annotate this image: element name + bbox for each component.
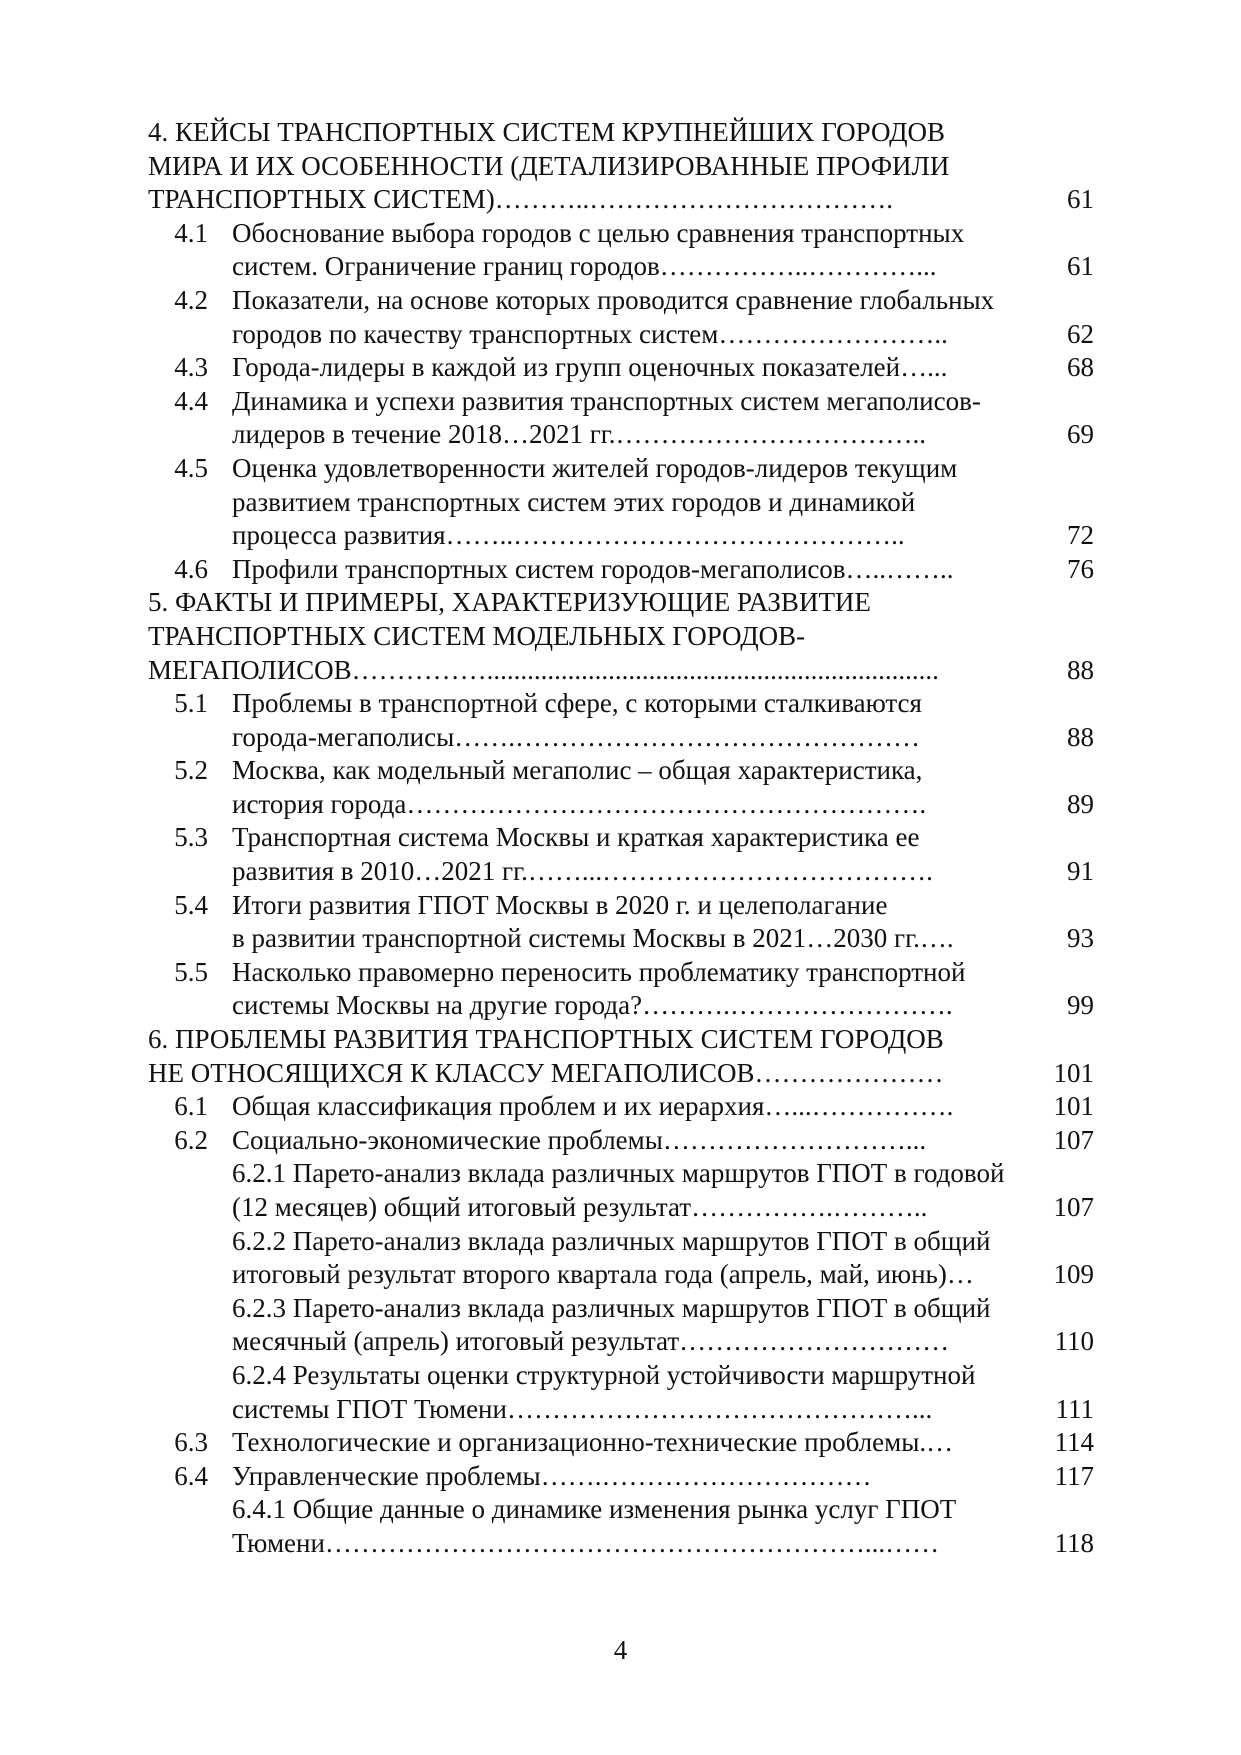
toc-entry-4-1 bbox=[148, 217, 1094, 284]
toc-entry-number: 6.4 bbox=[174, 1460, 208, 1491]
toc-entry-text: 6.2.4 Результаты оценки структурной устойчивости маршрутной системы ГПОТ Тюмени………………………………………... bbox=[232, 1359, 976, 1424]
toc-entry-4-2 bbox=[148, 284, 1094, 351]
table-of-contents bbox=[148, 116, 1094, 1561]
toc-entry-page: 109 bbox=[1053, 1259, 1094, 1290]
toc-entry-page: 91 bbox=[1067, 856, 1094, 887]
toc-entry-text: 5. ФАКТЫ И ПРИМЕРЫ, ХАРАКТЕРИЗУЮЩИЕ РАЗВИТИЕ ТРАНСПОРТНЫХ СИСТЕМ МОДЕЛЬНЫХ ГОРОДОВ- МЕГАПОЛИСОВ……………................................................................... bbox=[148, 587, 939, 685]
toc-entry-page: 99 bbox=[1067, 990, 1094, 1021]
toc-entry-number: 4.6 bbox=[174, 553, 208, 584]
toc-entry-number bbox=[148, 1157, 232, 1224]
toc-entry-page: 117 bbox=[1054, 1460, 1094, 1491]
toc-entry-page: 107 bbox=[1053, 1192, 1094, 1222]
toc-entry-text: Общая классификация проблем и их иерархия…...……………. bbox=[232, 1091, 954, 1122]
toc-entry-number bbox=[148, 1359, 232, 1426]
toc-entry-text: 4. КЕЙСЫ ТРАНСПОРТНЫХ СИСТЕМ КРУПНЕЙШИХ ГОРОДОВ МИРА И ИХ ОСОБЕННОСТИ (ДЕТАЛИЗИРОВАННЫЕ ПРОФИЛИ ТРАНСПОРТНЫХ СИСТЕМ)………..……………………………. bbox=[148, 117, 950, 215]
toc-entry-4-3 bbox=[148, 351, 1094, 385]
toc-entry-page: 69 bbox=[1067, 419, 1094, 450]
toc-entry-number: 5.2 bbox=[174, 755, 208, 786]
toc-entry-6-4-1 bbox=[148, 1493, 1094, 1560]
toc-entry-number: 4.3 bbox=[174, 352, 208, 383]
toc-entry-page: 76 bbox=[1067, 553, 1094, 584]
toc-entry-5-4 bbox=[148, 889, 1094, 956]
toc-entry-number: 6.3 bbox=[174, 1427, 208, 1458]
toc-entry-number: 4.2 bbox=[174, 284, 208, 315]
toc-entry-chapter-5 bbox=[148, 586, 1094, 687]
toc-entry-text: Проблемы в транспортной сфере, с которыми сталкиваются города-мегаполисы…….……………………………………… bbox=[232, 688, 922, 752]
toc-entry-page: 118 bbox=[1054, 1527, 1094, 1558]
toc-entry-5-1 bbox=[148, 687, 1094, 754]
toc-entry-text: Показатели, на основе которых проводится сравнение глобальных городов по качеству транспортных систем…………………….. bbox=[232, 284, 995, 349]
toc-entry-number: 5.1 bbox=[174, 688, 208, 719]
toc-entry-6-2-4 bbox=[148, 1359, 1094, 1426]
toc-entry-page: 107 bbox=[1053, 1124, 1094, 1155]
toc-entry-text: Обоснование выбора городов с целью сравнения транспортных систем. Ограничение границ городов……………..…………... bbox=[232, 217, 965, 282]
toc-entry-5-5 bbox=[148, 956, 1094, 1023]
toc-entry-number: 4.5 bbox=[174, 452, 208, 483]
page-number: 4 bbox=[613, 1635, 628, 1665]
toc-entry-text: Города-лидеры в каждой из групп оценочных показателей…... bbox=[232, 352, 948, 383]
toc-entry-6-2-2 bbox=[148, 1225, 1094, 1292]
toc-entry-number: 6.1 bbox=[174, 1091, 208, 1122]
toc-entry-text: Социально-экономические проблемы………………………... bbox=[232, 1124, 927, 1155]
toc-entry-page: 68 bbox=[1067, 352, 1094, 383]
toc-entry-page: 110 bbox=[1054, 1326, 1094, 1357]
toc-entry-number: 5.3 bbox=[174, 822, 208, 853]
toc-entry-page: 89 bbox=[1067, 788, 1094, 819]
toc-entry-text: Транспортная система Москвы и краткая характеристика ее развития в 2010…2021 гг.……...………………………………. bbox=[232, 822, 933, 887]
toc-entry-5-2 bbox=[148, 754, 1094, 821]
toc-entry-text: Итоги развития ГПОТ Москвы в 2020 г. и целеполагание в развитии транспортной системы Москвы в 2021…2030 гг.…. bbox=[232, 889, 954, 954]
toc-entry-text: Москва, как модельный мегаполис – общая характеристика, история города…………………………………………………. bbox=[232, 755, 927, 819]
toc-entry-text: 6.2.3 Парето-анализ вклада различных маршрутов ГПОТ в общий месячный (апрель) итоговый результат………………………… bbox=[232, 1292, 991, 1357]
toc-entry-6-3 bbox=[148, 1426, 1094, 1460]
toc-entry-number: 5.4 bbox=[174, 889, 208, 920]
toc-entry-number: 5.5 bbox=[174, 956, 208, 987]
toc-entry-page: 114 bbox=[1054, 1427, 1094, 1458]
toc-entry-4-5 bbox=[148, 452, 1094, 553]
toc-entry-page: 61 bbox=[1067, 184, 1094, 215]
toc-entry-6-4 bbox=[148, 1460, 1094, 1494]
toc-entry-chapter-4 bbox=[148, 116, 1094, 217]
toc-entry-text: 6.2.2 Парето-анализ вклада различных маршрутов ГПОТ в общий итоговый результат второго квартала года (апрель, май, июнь)… bbox=[232, 1225, 991, 1290]
toc-entry-page: 88 bbox=[1067, 721, 1094, 752]
toc-entry-page: 61 bbox=[1067, 251, 1094, 282]
toc-entry-page: 72 bbox=[1067, 520, 1094, 551]
toc-entry-text: Технологические и организационно-технические проблемы.… bbox=[232, 1427, 954, 1458]
toc-entry-6-2-1 bbox=[148, 1157, 1094, 1224]
toc-entry-text: 6.2.1 Парето-анализ вклада различных маршрутов ГПОТ в годовой (12 месяцев) общий итоговый результат…………….……….. bbox=[232, 1158, 1005, 1222]
toc-entry-text: Профили транспортных систем городов-мегаполисов…..…….. bbox=[232, 553, 954, 584]
toc-entry-page: 111 bbox=[1055, 1393, 1094, 1424]
toc-entry-page: 101 bbox=[1053, 1091, 1094, 1122]
toc-entry-chapter-6 bbox=[148, 1023, 1094, 1090]
toc-entry-number bbox=[148, 1225, 232, 1292]
toc-entry-text: 6. ПРОБЛЕМЫ РАЗВИТИЯ ТРАНСПОРТНЫХ СИСТЕМ ГОРОДОВ НЕ ОТНОСЯЩИХСЯ К КЛАССУ МЕГАПОЛИСОВ………………… bbox=[148, 1024, 944, 1088]
toc-entry-number: 4.1 bbox=[174, 217, 208, 248]
toc-entry-page: 88 bbox=[1067, 654, 1094, 685]
toc-entry-4-6 bbox=[148, 553, 1094, 587]
toc-entry-5-3 bbox=[148, 821, 1094, 888]
toc-entry-text: Управленческие проблемы…….………………………… bbox=[232, 1460, 872, 1491]
toc-entry-text: 6.4.1 Общие данные о динамике изменения рынка услуг ГПОТ Тюмени……………………………………………………...…… bbox=[232, 1494, 957, 1558]
toc-entry-4-4 bbox=[148, 385, 1094, 452]
toc-entry-text: Оценка удовлетворенности жителей городов-лидеров текущим развитием транспортных систем этих городов и динамикой процесса развития……..…………………………………….. bbox=[232, 452, 958, 551]
toc-entry-page: 62 bbox=[1067, 318, 1094, 349]
toc-entry-text: Динамика и успехи развития транспортных систем мегаполисов- лидеров в течение 2018…2021 гг.…………………………….. bbox=[232, 385, 981, 450]
toc-entry-page: 93 bbox=[1067, 923, 1094, 954]
toc-entry-number: 4.4 bbox=[174, 385, 208, 416]
toc-entry-text: Насколько правомерно переносить проблематику транспортной системы Москвы на другие города?……….……………………. bbox=[232, 956, 966, 1021]
toc-entry-6-2-3 bbox=[148, 1292, 1094, 1359]
toc-entry-number: 6.2 bbox=[174, 1124, 208, 1155]
toc-entry-number bbox=[148, 1292, 232, 1359]
toc-entry-6-1 bbox=[148, 1090, 1094, 1124]
toc-entry-number bbox=[148, 1493, 232, 1560]
toc-entry-6-2 bbox=[148, 1124, 1094, 1158]
toc-entry-page: 101 bbox=[1053, 1057, 1094, 1088]
